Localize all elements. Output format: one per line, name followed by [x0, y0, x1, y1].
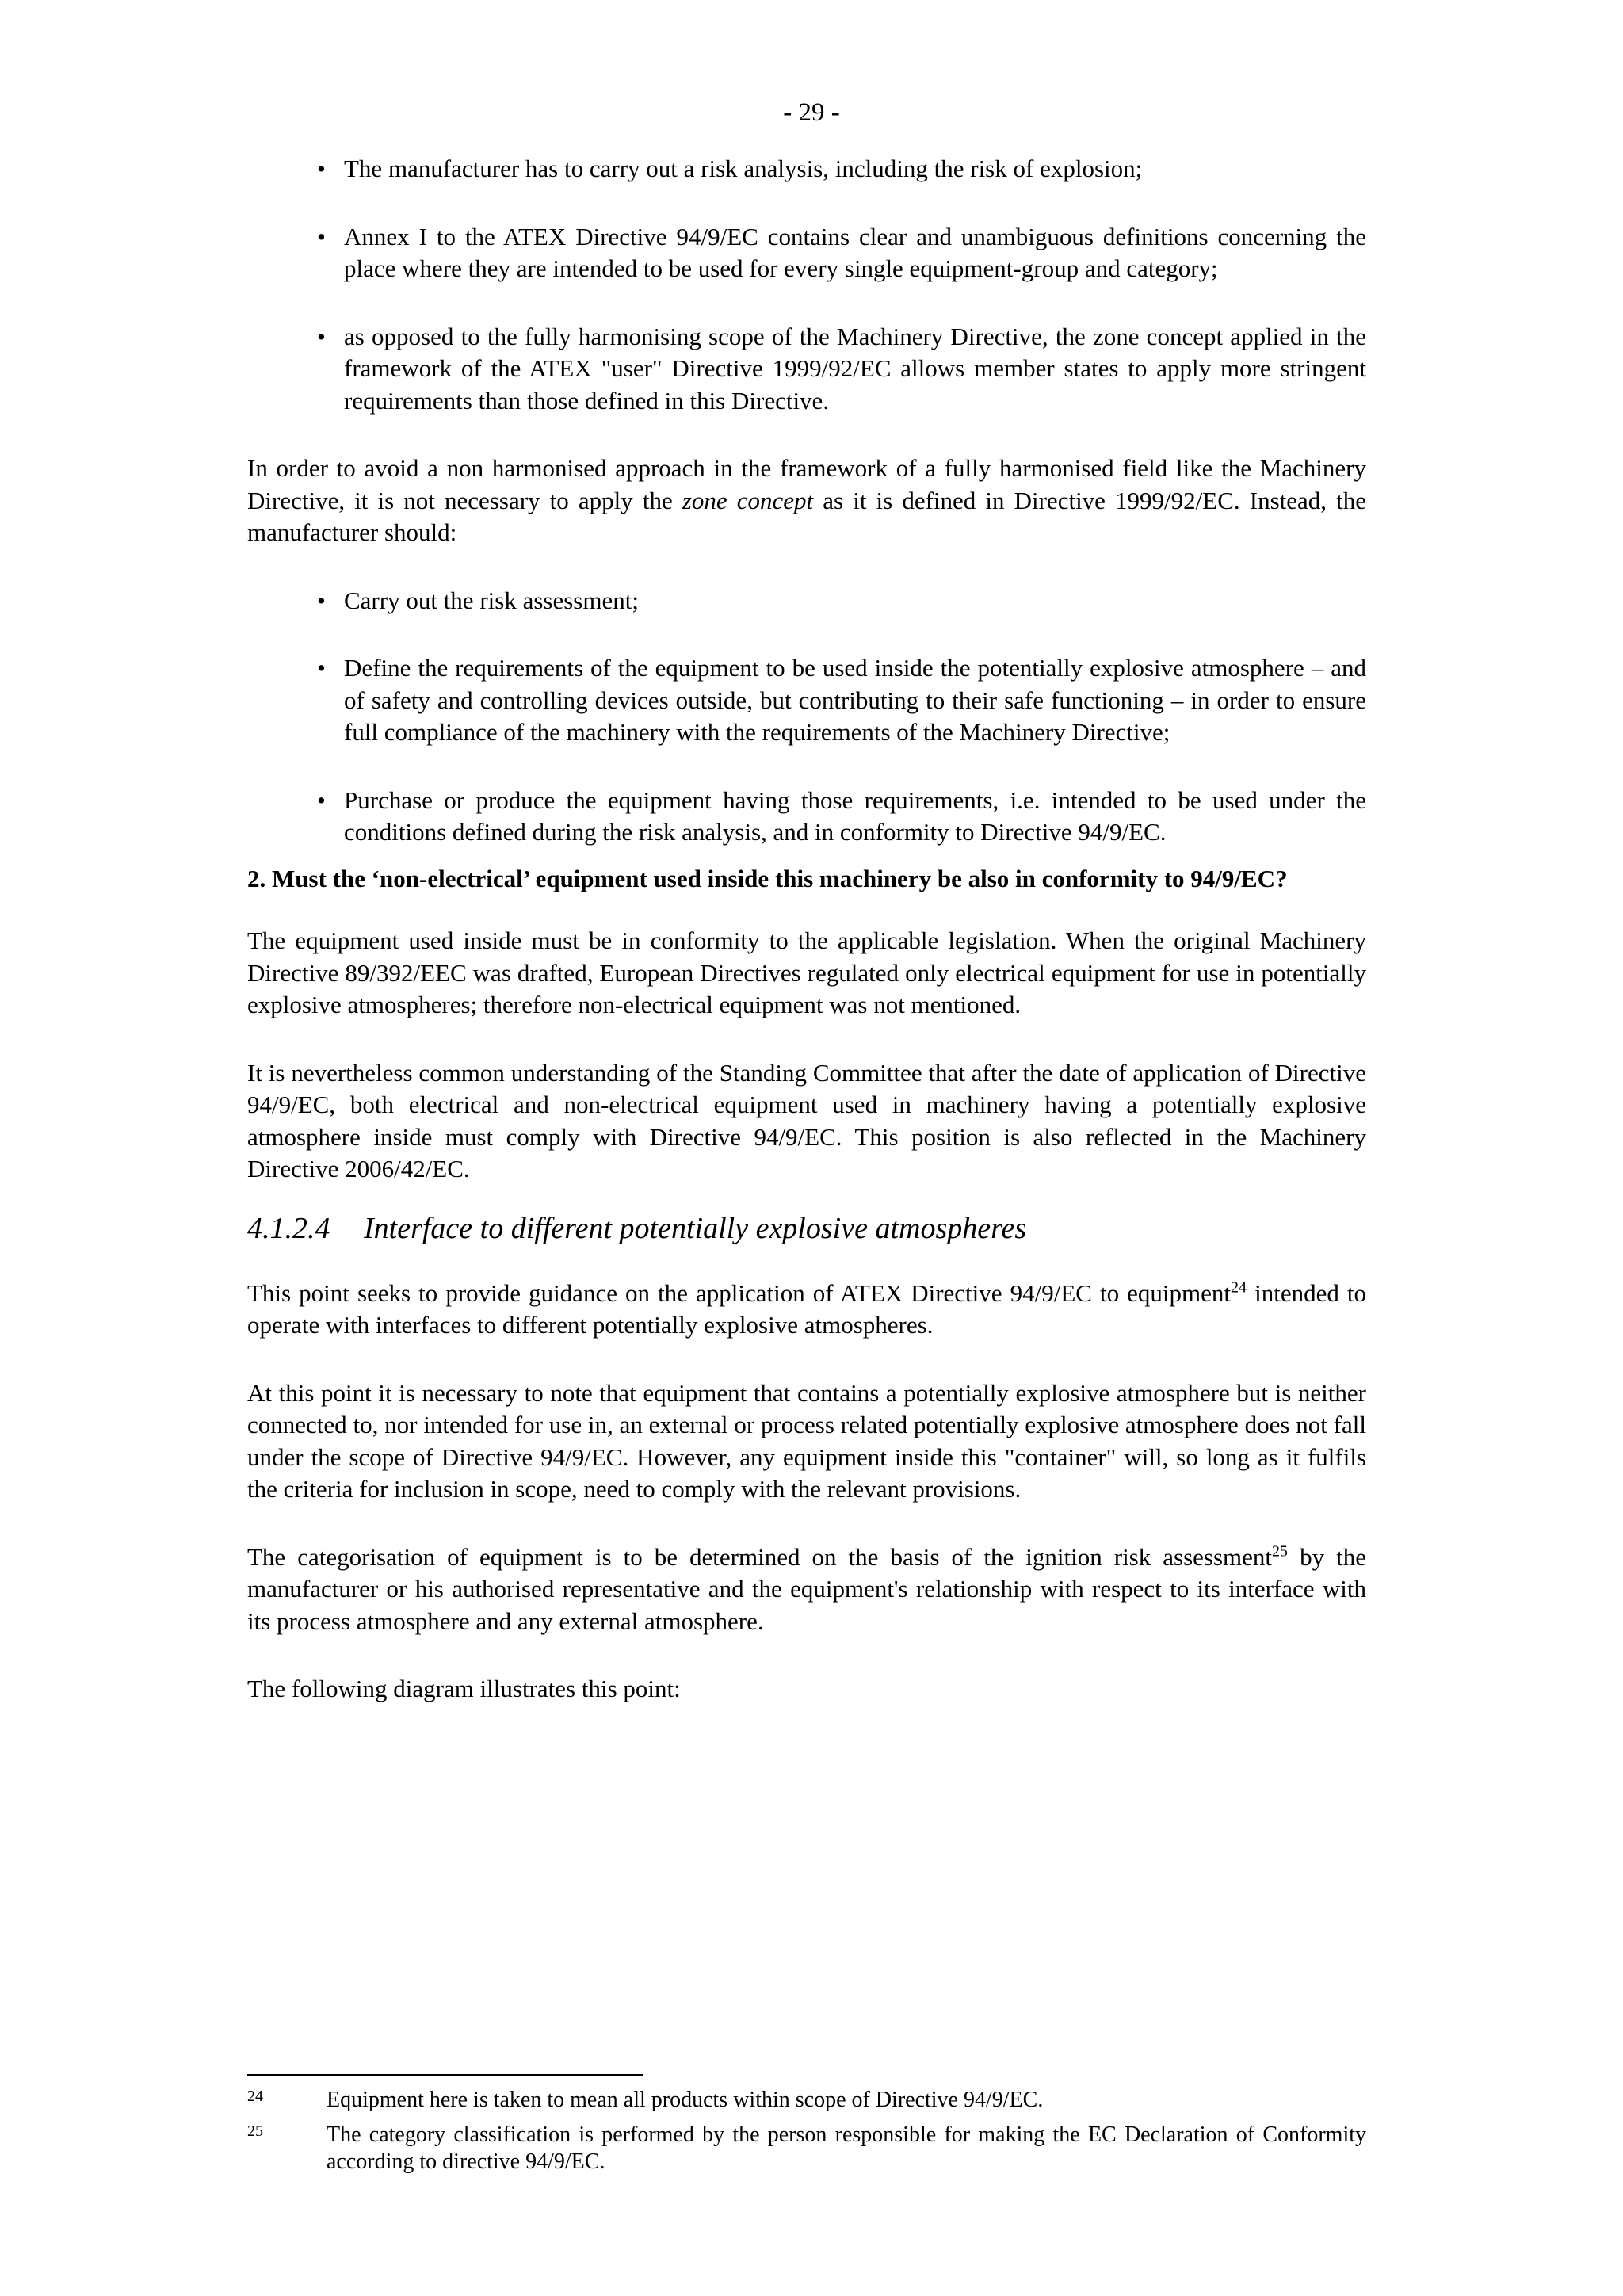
page-number: - 29 - — [783, 98, 840, 127]
footnote-mark: 24 — [247, 2088, 263, 2105]
list-item: • Define the requirements of the equipment to be used inside the potentially explosive atmosphere – and of safety and controlling devices outside, but contributing to their safe functioning – in order to ensure full compliance of the machinery with the requirements of the Machinery Directive; — [344, 652, 1366, 749]
paragraph-text: In order to avoid a non harmonised approach in the framework of a fully harmonised field like the Machinery Directive, it is not necessary to apply the — [247, 454, 1366, 514]
list-item: • Annex I to the ATEX Directive 94/9/EC contains clear and unambiguous definitions concerning the place where they are intended to be used for every single equipment-group and category; — [344, 221, 1366, 285]
paragraph-container-note: At this point it is necessary to note that equipment that contains a potentially explosive atmosphere but is neither connected to, nor intended for use in, an external or process related potentially explosive atmosphere does not fall under the scope of Directive 94/9/EC. However, any equipment inside this "container" will, so long as it fulfils the criteria for inclusion in scope, need to comply with the relevant provisions. — [247, 1378, 1366, 1503]
paragraph-guidance — [247, 1278, 1366, 1342]
section-title: Interface to different potentially explosive atmospheres — [364, 1211, 1027, 1245]
paragraph-standing-committee: It is nevertheless common understanding of the Standing Committee that after the date of application of Directive 94/9/EC, both electrical and non-electrical equipment used in machinery having a potentially explosive atmosphere inside must comply with Directive 94/9/EC. This position is also reflected in the Machinery Directive 2006/42/EC. — [247, 1058, 1366, 1182]
question-heading: 2. Must the ‘non-electrical’ equipment used inside this machinery be also in conformity to 94/9/EC? — [247, 864, 1288, 892]
paragraph-text: intended to operate with interfaces to different potentially explosive atmospheres. — [247, 1278, 1366, 1339]
footnotes — [247, 2074, 1366, 2183]
footnote-ref: 25 — [1272, 1542, 1289, 1561]
list-item: • Carry out the risk assessment; — [344, 585, 1366, 617]
bullet-list-atex-reasons — [247, 153, 1366, 417]
page-body — [247, 153, 1366, 1741]
list-item: • The manufacturer has to carry out a risk analysis, including the risk of explosion; — [344, 153, 1366, 185]
paragraph-diagram-intro: The following diagram illustrates this point: — [247, 1675, 681, 1702]
section-number: 4.1.2.4 — [247, 1211, 330, 1245]
footnote — [247, 2122, 1366, 2176]
footnote-mark: 25 — [247, 2122, 263, 2140]
bullet-list-manufacturer-steps — [247, 585, 1366, 849]
paragraph-harmonised-approach — [247, 453, 1366, 549]
footnote-ref: 24 — [1231, 1278, 1247, 1297]
list-item: • as opposed to the fully harmonising scope of the Machinery Directive, the zone concept applied in the framework of the ATEX "user" Directive 1999/92/EC allows member states to apply more stringent requirements than those defined in this Directive. — [344, 321, 1366, 418]
zone-concept-term: zone concept — [682, 486, 814, 514]
section-heading — [247, 1209, 1366, 1247]
paragraph-text: as it is defined in Directive 1999/92/EC. Instead, the manufacturer should: — [247, 486, 1366, 546]
footnote-divider — [247, 2074, 643, 2076]
footnote — [247, 2087, 1366, 2114]
paragraph-text: by the manufacturer or his authorised representative and the equipment's relationship with respect to its interface with its process atmosphere and any external atmosphere. — [247, 1542, 1366, 1635]
footnote-text: Equipment here is taken to mean all products within scope of Directive 94/9/EC. — [327, 2088, 1044, 2112]
paragraph-categorisation — [247, 1541, 1366, 1638]
paragraph-text: This point seeks to provide guidance on the application of ATEX Directive 94/9/EC to equipment — [247, 1278, 1232, 1307]
paragraph-equipment-conformity: The equipment used inside must be in conformity to the applicable legislation. When the original Machinery Directive 89/392/EEC was drafted, European Directives regulated only electrical equipment for use in potentially explosive atmospheres; therefore non-electrical equipment was not mentioned. — [247, 926, 1366, 1018]
paragraph-text: The categorisation of equipment is to be determined on the basis of the ignition risk assessment — [247, 1542, 1273, 1571]
footnote-text: The category classification is performed by the person responsible for making the EC Declaration of Conformity according to directive 94/9/EC. — [327, 2122, 1366, 2174]
list-item: • Purchase or produce the equipment having those requirements, i.e. intended to be used under the conditions defined during the risk analysis, and in conformity to Directive 94/9/EC. — [344, 785, 1366, 849]
